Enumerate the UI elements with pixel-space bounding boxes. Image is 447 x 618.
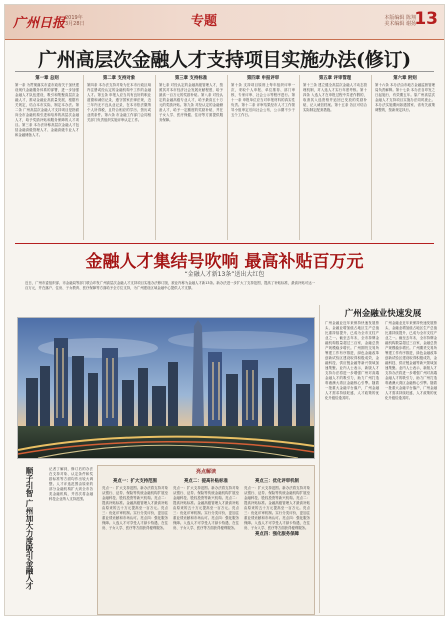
column-text: 第一条 为贯彻落实市委市政府关于加快建设现代金融服务体系的部署，进一步加强金融人才队伍建设，吸引和集聚高层次金融人才，推动金融业高质量发展，根据有关规定，结合本市实际，制定本办法。第二条 广州高层次金融人才支持项目是指面向全市金融机构引进和培养的高层次金融人才，给予奖励补贴和服务保障的人才项目。第三条 本办法所称高层次金融人才包括金融高级管理人才、金融高级专业人才和金融储备人才。 (15, 83, 79, 137)
article-column-4 (231, 75, 295, 240)
column-divider (371, 75, 372, 240)
main-headline: 广州高层次金融人才支持项目实施办法(修订) (38, 49, 411, 71)
headline-rule (15, 71, 434, 72)
article-column-1 (15, 75, 79, 240)
issue-date: 2019年 3月28日 (65, 15, 85, 27)
column-text: 第七条 对经认定的金融高级管理人才，按照其对本市经济社会发展贡献程度，给予最高一百万元的奖励补贴。第八条 对经认定的金融高级专业人才，给予最高五十万元的奖励补贴。第九条 对经认定的金融储备人才，给予一定额度的奖励补贴，并在子女入学、医疗保健、住房等方面提供服务保障。 (159, 83, 223, 122)
chapter-heading: 第四章 申报评审 (246, 76, 280, 81)
column-divider (319, 305, 320, 613)
article-column-3 (159, 75, 223, 240)
highlight-heading: 亮点一：扩大支持范围 (113, 479, 157, 484)
highlights-title: 亮点解读 (195, 469, 216, 475)
highlight-heading: 亮点三：优化评审机制 (255, 479, 299, 484)
article-column-6 (375, 75, 435, 240)
section-title: 专题 (191, 14, 218, 29)
chapter-heading: 第二章 支持对象 (102, 76, 136, 81)
chapter-heading: 第三章 支持标准 (174, 76, 208, 81)
vertical-headline: 顺子引智 广州加大力度吸引金融人才 (25, 467, 34, 590)
city-skyline-photo (17, 317, 315, 459)
highlight-heading: 亮点二：提高补贴标准 (184, 479, 228, 484)
page-number: 13 (414, 9, 438, 29)
editor-info: 本版编辑 陈翔 美术编辑 谢扬 (384, 15, 416, 27)
column-divider (299, 75, 300, 240)
lower-left-column (49, 467, 93, 613)
highlights-column-1 (102, 478, 168, 612)
column-divider (83, 75, 84, 240)
feature-subheadline: “金融人才新13条”送出大红包 (184, 271, 265, 278)
feature-headline: 金融人才集结号吹响 最高补贴百万元 (85, 252, 364, 272)
newspaper-page (4, 4, 445, 616)
masthead (5, 5, 444, 40)
section-rule (15, 243, 434, 244)
article-column-2 (87, 75, 151, 240)
chapter-heading: 第一章 总则 (35, 76, 59, 81)
highlights-box (97, 465, 315, 615)
column-text: 记者了解到，修订后的办法在支持对象、认定条件和奖励标准等方面均作出较大调整。人才评选范围由原来的部分金融机构扩大到全市各类金融机构，并首次将金融科技企业纳入支持范围。 (49, 467, 93, 501)
sidebar-column-1 (325, 321, 379, 611)
column-text: 第十六条 本办法由市地方金融监督管理局负责解释。第十七条 本办法自印发之日起施行，有效期五年。原广州高层次金融人才支持项目实施办法同时废止。本办法实施期间如遇国家、省有关政策调整的，按新规定执行。 (375, 83, 435, 112)
highlights-column-3 (244, 478, 310, 612)
article-column-5 (303, 75, 367, 240)
column-text: 广州金融业近年来保持快速发展势头，金融业增加值占地区生产总值比重持续提升，已成为全市支柱产业之一。截至去年末，全市持牌金融机构数量超过三百家，金融总资产规模稳步增长。广州期货交易所筹建工作有序推进，绿色金融改革创新试验区建设取得积极成效，金融科技、供应链金融等新兴领域加速集聚。业内人士表示，新版人才支持办法将进一步增强广州对高端金融人才的吸引力，助力广州打造粤港澳大湾区金融核心引擎。随着一批重大金融平台落户，广州金融人才需求持续旺盛，人才政策的优化升级恰逢其时。 (325, 321, 379, 400)
column-text: 亮点一：扩大支持范围。新办法将支持对象从银行、证券、保险等传统金融机构扩展至金融科技、股权投资等新兴机构。亮点二：提高补贴标准。金融高级管理人才最高补贴由原来的五十万元提高至一百万元。亮点三：优化评审机制。实行分类评价，更加注重业绩贡献和市场认可。亮点四：强化服务保障。入选人才可享受人才绿卡待遇，在住房、子女入学、医疗等方面获得便利服务。 (102, 486, 168, 530)
newspaper-logo: 广州日报 (13, 16, 66, 31)
column-text: 亮点一：扩大支持范围。新办法将支持对象从银行、证券、保险等传统金融机构扩展至金融科技、股权投资等新兴机构。亮点二：提高补贴标准。金融高级管理人才最高补贴由原来的五十万元提高至一百万元。亮点三：优化评审机制。实行分类评价，更加注重业绩贡献和市场认可。亮点四：强化服务保障。入选人才可享受人才绿卡待遇，在住房、子女入学、医疗等方面获得便利服务。 (244, 486, 310, 530)
column-divider (227, 75, 228, 240)
chapter-heading: 第六章 附则 (393, 76, 417, 81)
feature-lead-text: 近日，广州市委组织部、市金融局等部门联合印发广州高层次金融人才支持项目实施办法修订版，被业内称为金融人才新13条。新办法进一步扩大了支持范围，提高了补贴标准，最高补贴可达一百万元，并在落户、住房、子女教育、医疗保障等方面给予全方位支持，为广州建设区域金融中心提供人才支撑。 (25, 281, 315, 290)
column-text: 第四条 本办法支持对象为在本市行政区域内注册或经认定的金融机构中工作的金融人才。第五条 申报人应当具有良好的职业道德和诚信记录，遵守国家法律法规，近三年内无不良从业记录，在本市依法缴纳个人所得税，且符合相应的学历、资历或业绩条件。第六条 市金融工作部门会同相关部门负责组织实施评审认定工作。 (87, 83, 151, 122)
column-text: 第十三条 建立健全高层次金融人才动态管理机制，对入选人才实行年度考核。第十四条 入选人才在申报过程中弄虚作假的，取消其入选资格并追回已发放的奖励补贴，记入诚信档案。第十五条 各区可结合实际制定配套措施。 (303, 83, 367, 112)
highlight-heading: 亮点四：强化服务保障 (255, 532, 299, 537)
column-text: 广州金融业近年来保持快速发展势头，金融业增加值占地区生产总值比重持续提升，已成为全市支柱产业之一。截至去年末，全市持牌金融机构数量超过三百家，金融总资产规模稳步增长。广州期货交易所筹建工作有序推进，绿色金融改革创新试验区建设取得积极成效，金融科技、供应链金融等新兴领域加速集聚。业内人士表示，新版人才支持办法将进一步增强广州对高端金融人才的吸引力，助力广州打造粤港澳大湾区金融核心引擎。随着一批重大金融平台落户，广州金融人才需求持续旺盛，人才政策的优化升级恰逢其时。 (385, 321, 437, 400)
sidebar-article-title: 广州金融业快速发展 (344, 309, 422, 319)
column-text: 第十条 支持项目原则上每年组织评审一次，采取个人申报、单位推荐、部门审核、专家评审、社会公示等程序进行。第十一条 申报单位应当对申报材料的真实性负责。第十二条 评审结果经市人才工作领导小组审定后向社会公布，公示期不少于五个工作日。 (231, 83, 295, 117)
sidebar-column-2 (385, 321, 437, 611)
chapter-heading: 第五章 评审管理 (318, 76, 352, 81)
highlights-column-2 (173, 478, 239, 612)
column-text: 亮点一：扩大支持范围。新办法将支持对象从银行、证券、保险等传统金融机构扩展至金融科技、股权投资等新兴机构。亮点二：提高补贴标准。金融高级管理人才最高补贴由原来的五十万元提高至一百万元。亮点三：优化评审机制。实行分类评价，更加注重业绩贡献和市场认可。亮点四：强化服务保障。入选人才可享受人才绿卡待遇，在住房、子女入学、医疗等方面获得便利服务。 (173, 486, 239, 530)
column-divider (155, 75, 156, 240)
